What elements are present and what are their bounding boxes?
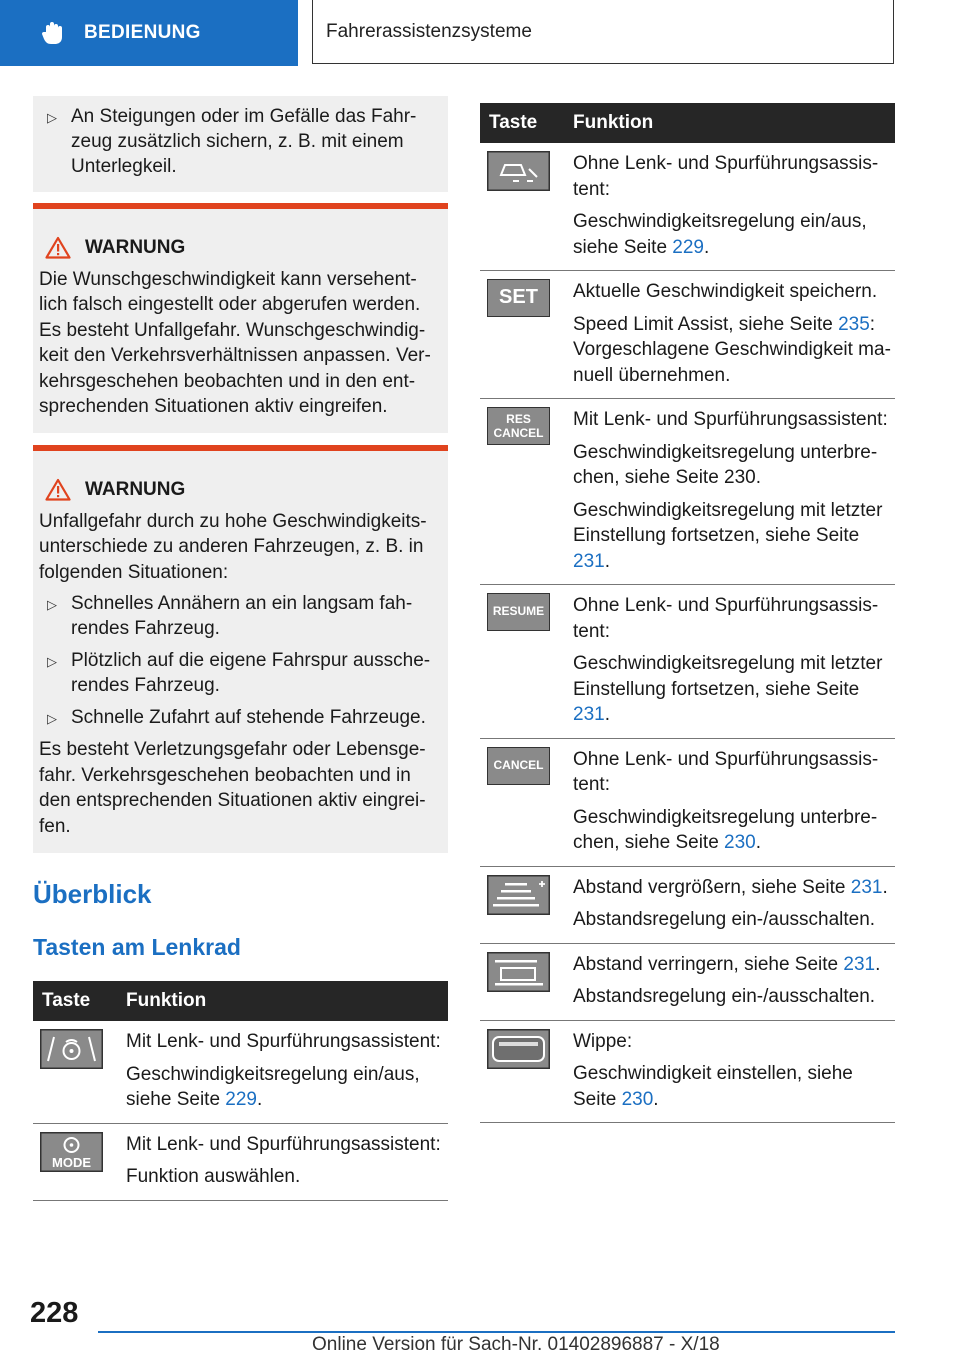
table-row: SET Aktuelle Geschwindigkeit speichern. Speed Limit Assist, siehe Seite 235: Vorgeschlagene Geschwindigkeit ma-nuell übernehmen. xyxy=(480,271,895,399)
section-tab[interactable] xyxy=(0,0,298,66)
mode-icon xyxy=(40,1132,103,1172)
triangle-bullet-icon: ▷ xyxy=(47,597,57,612)
page-header xyxy=(0,0,960,66)
footer-divider xyxy=(98,1331,895,1333)
buttons-table-right xyxy=(480,103,895,1123)
distance-increase-icon xyxy=(487,875,550,915)
table-row: Wippe: Geschwindigkeit einstellen, siehe Seite 230. xyxy=(480,1020,895,1123)
svg-text:MODE: MODE xyxy=(52,1154,91,1170)
table-row: MODE Mit Lenk- und Spurführungsassistent: Funktion auswählen. xyxy=(33,1123,448,1200)
warning-text: Die Wunschgeschwindigkeit kann versehent-lich falsch eingestellt oder abgerufen werden. Es besteht Unfallgefahr. Wunschgeschwindig-keit den Verkehrsverhältnissen anpassen. Ver-kehrsgeschehen beobachten und in den ent-sprechenden Situationen aktiv eingreifen. xyxy=(39,268,431,417)
resume-key-icon: RESUME xyxy=(487,593,550,631)
breadcrumb: Fahrerassistenzsysteme xyxy=(312,0,894,64)
column-header-function: Funktion xyxy=(564,103,895,143)
page-number: 228 xyxy=(30,1297,79,1329)
page-link[interactable]: 229 xyxy=(672,236,704,258)
hand-pointer-icon xyxy=(40,20,66,46)
subsection-title: Tasten am Lenkrad xyxy=(33,934,241,960)
cancel-key-icon: CANCEL xyxy=(487,747,550,785)
table-row: Abstand vergrößern, siehe Seite 231. Abstandsregelung ein-/ausschalten. xyxy=(480,866,895,943)
page-link[interactable]: 231 xyxy=(850,876,883,898)
list-item: ▷ Plötzlich auf die eigene Fahrspur aussche-rendes Fahrzeug. xyxy=(33,648,440,698)
page-link[interactable]: 231 xyxy=(843,953,876,975)
warning-triangle-icon xyxy=(45,478,71,501)
warning-triangle-icon xyxy=(45,236,71,259)
distance-decrease-icon xyxy=(487,952,550,992)
warning-heading: WARNUNG xyxy=(45,235,440,261)
cruise-control-icon xyxy=(487,151,550,191)
warning-box xyxy=(33,445,448,853)
table-row: Abstand verringern, siehe Seite 231. Abstandsregelung ein-/ausschalten. xyxy=(480,943,895,1020)
table-row: RES CANCEL Mit Lenk- und Spurführungsassistent: Geschwindigkeitsregelung unterbre-chen, siehe Seite 230. Geschwindigkeitsregelung mit letzter Einstellung fortsetzen, siehe Seite 231. xyxy=(480,399,895,585)
triangle-bullet-icon: ▷ xyxy=(47,711,57,726)
page-link[interactable]: 229 xyxy=(225,1089,257,1110)
list-item: ▷ Schnelles Annähern an ein langsam fah-rendes Fahrzeug. xyxy=(33,591,440,641)
res-cancel-key-icon: RES CANCEL xyxy=(487,407,550,445)
page-link[interactable]: 230 xyxy=(621,1088,654,1110)
table-row: CANCEL Ohne Lenk- und Spurführungsassis-tent: Geschwindigkeitsregelung unterbre-chen, siehe Seite 230. xyxy=(480,738,895,866)
column-header-key: Taste xyxy=(33,981,117,1021)
assist-steering-icon xyxy=(40,1029,103,1069)
table-row: Mit Lenk- und Spurführungsassistent: Geschwindigkeitsregelung ein/aus, siehe Seite 229. xyxy=(33,1021,448,1123)
page-link[interactable]: 231 xyxy=(573,704,605,725)
section-title: Überblick xyxy=(33,879,152,909)
page-link[interactable]: 230 xyxy=(724,832,756,853)
warning-box xyxy=(33,203,448,433)
section-label: BEDIENUNG xyxy=(84,22,201,43)
buttons-table-left xyxy=(33,981,448,1201)
list-item: ▷ Schnelle Zufahrt auf stehende Fahrzeuge. xyxy=(33,705,440,731)
footer-text: Online Version für Sach-Nr. 01402896887 - X/18 xyxy=(312,1334,720,1355)
set-key-icon: SET xyxy=(487,279,550,317)
top-bullet-box xyxy=(33,96,448,192)
warning-outro: Es besteht Verletzungsgefahr oder Lebensge-fahr. Verkehrsgeschehen beobachten und in den entsprechenden Situationen aktiv eingrei-fen. xyxy=(39,739,426,837)
table-row: RESUME Ohne Lenk- und Spurführungsassis-tent: Geschwindigkeitsregelung mit letzter Einstellung fortsetzen, siehe Seite 231. xyxy=(480,585,895,739)
rocker-switch-icon xyxy=(487,1029,550,1069)
warning-heading: WARNUNG xyxy=(45,477,440,503)
triangle-bullet-icon: ▷ xyxy=(47,654,57,669)
page-link[interactable]: 231 xyxy=(573,550,605,572)
column-header-key: Taste xyxy=(480,103,564,143)
warning-intro: Unfallgefahr durch zu hohe Geschwindigkeits-unterschiede zu anderen Fahrzeugen, z. B. in folgenden Situationen: xyxy=(39,510,427,583)
column-header-function: Funktion xyxy=(117,981,448,1021)
page-link[interactable]: 235 xyxy=(838,313,870,335)
triangle-bullet-icon: ▷ xyxy=(47,110,57,125)
table-row: Ohne Lenk- und Spurführungsassis-tent: Geschwindigkeitsregelung ein/aus, siehe Seite 229. xyxy=(480,143,895,271)
list-item: ▷ An Steigungen oder im Gefälle das Fahr-zeug zusätzlich sichern, z. B. mit einem Unterlegkeil. xyxy=(33,96,448,179)
